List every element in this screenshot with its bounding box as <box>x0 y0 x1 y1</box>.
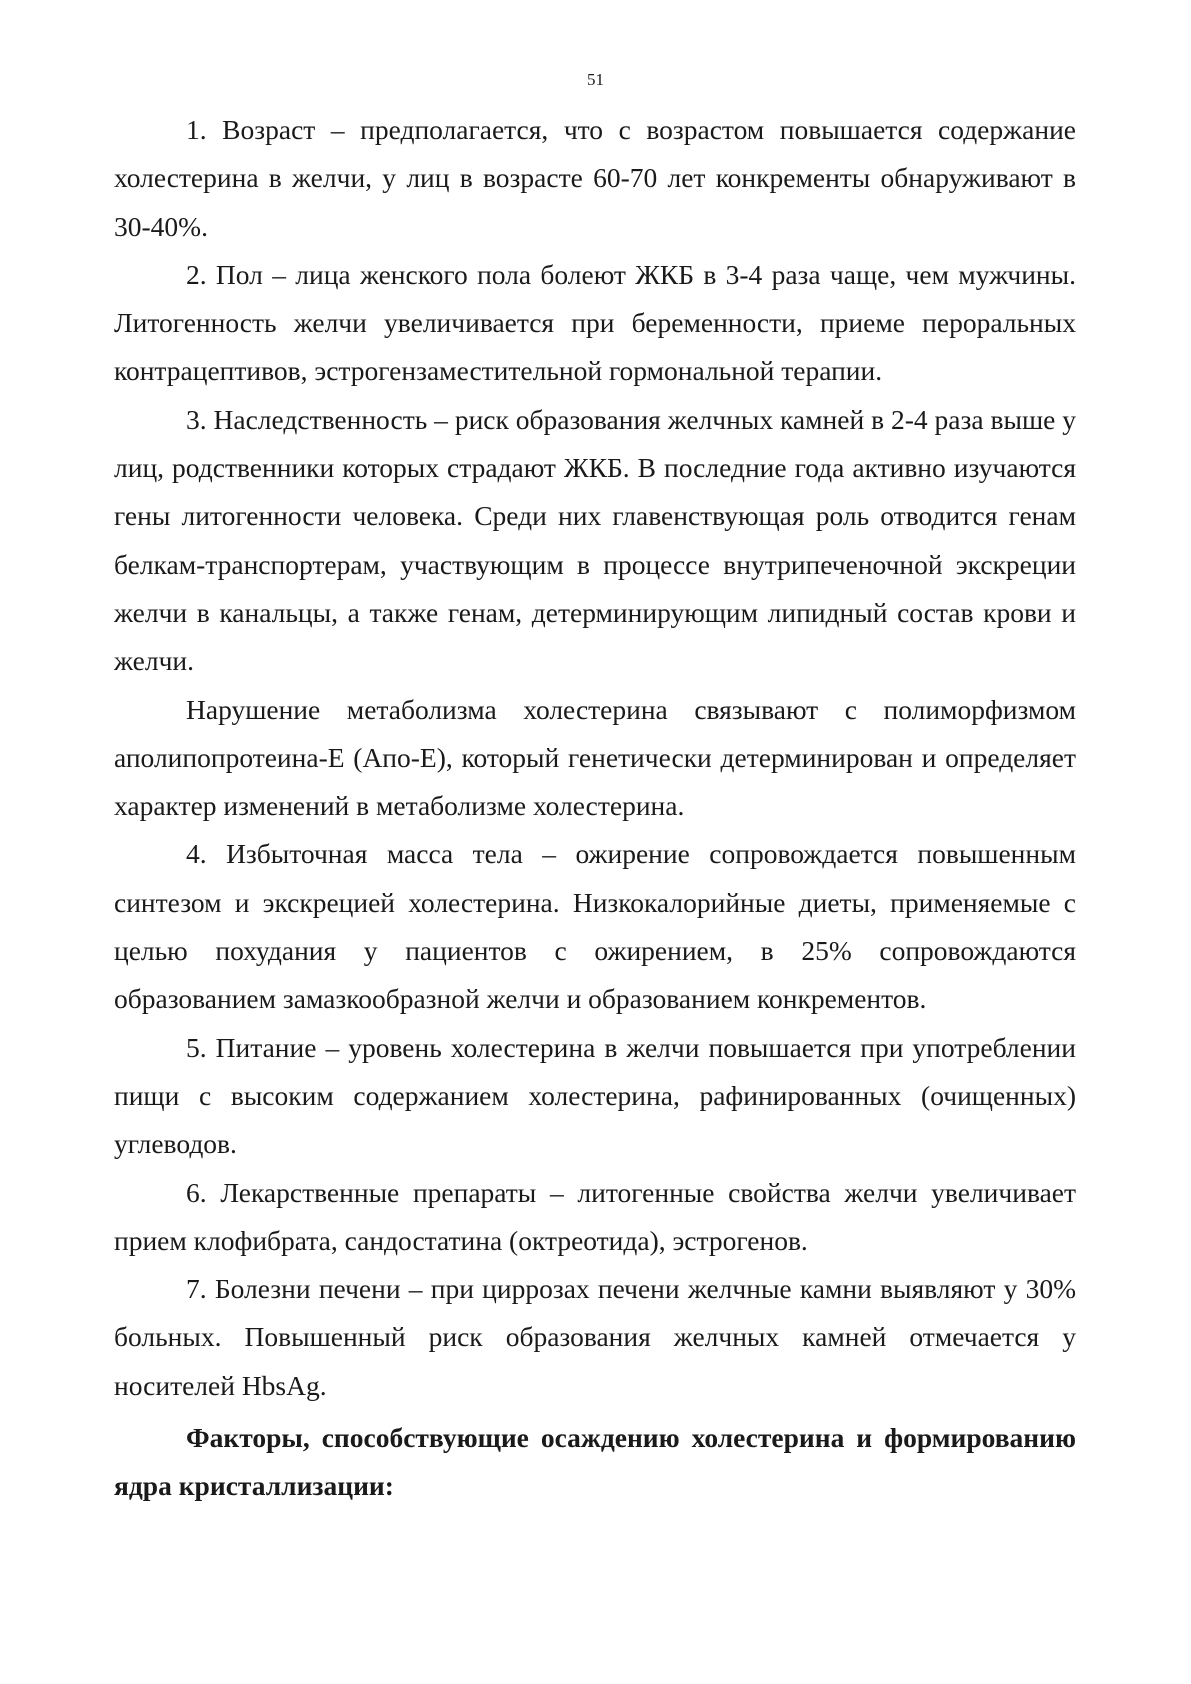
paragraph-age: 1. Возраст – предполагается, что с возрастом повышается содержание холестерина в желчи, у лиц в возрасте 60-70 лет конкременты обнаруживают в 30-40%. <box>114 114 1076 242</box>
section-heading: Факторы, способствующие осаждению холестерина и формированию ядра кристаллизации: <box>114 1422 1076 1502</box>
paragraph-sex: 2. Пол – лица женского пола болеют ЖКБ в 3-4 раза чаще, чем мужчины. Литогенность желчи увеличивается при беременности, приеме пероральных контрацептивов, эстрогензаместительной гормональной терапии. <box>114 258 1076 387</box>
paragraph-medications: 6. Лекарственные препараты – литогенные свойства желчи увеличивает прием клофибрата, сандостатина (октреотида), эстрогенов. <box>114 1176 1076 1256</box>
paragraph-cholesterol-metabolism: Нарушение метаболизма холестерина связывают с полиморфизмом аполипопротеина-Е (Апо-Е), который генетически детерминирован и определяет характер изменений в метаболизме холестерина. <box>114 693 1076 822</box>
text-body <box>114 106 1076 1511</box>
paragraph-heredity: 3. Наследственность – риск образования желчных камней в 2-4 раза выше у лиц, родственники которых страдают ЖКБ. В последние года активно изучаются гены литогенности человека. Среди них главенствующая роль отводится генам белкам-транспортерам, участвующим в процессе внутрипеченочной экскреции желчи в канальцы, а также генам, детерминирующим липидный состав крови и желчи. <box>114 403 1076 677</box>
paragraph-liver-disease: 7. Болезни печени – при циррозах печени желчные камни выявляют у 30% больных. Повышенный риск образования желчных камней отмечается у носителей HbsAg. <box>114 1273 1076 1401</box>
page-number: 51 <box>587 70 604 89</box>
paragraph-nutrition: 5. Питание – уровень холестерина в желчи повышается при употреблении пищи с высоким содержанием холестерина, рафинированных (очищенных) углеводов. <box>114 1031 1076 1160</box>
paragraph-excess-weight: 4. Избыточная масса тела – ожирение сопровождается повышенным синтезом и экскрецией холестерина. Низкокалорийные диеты, применяемые с целью похудания у пациентов с ожирением, в 25% сопровождаются образованием замазкообразной желчи и образованием конкрементов. <box>114 838 1076 1015</box>
